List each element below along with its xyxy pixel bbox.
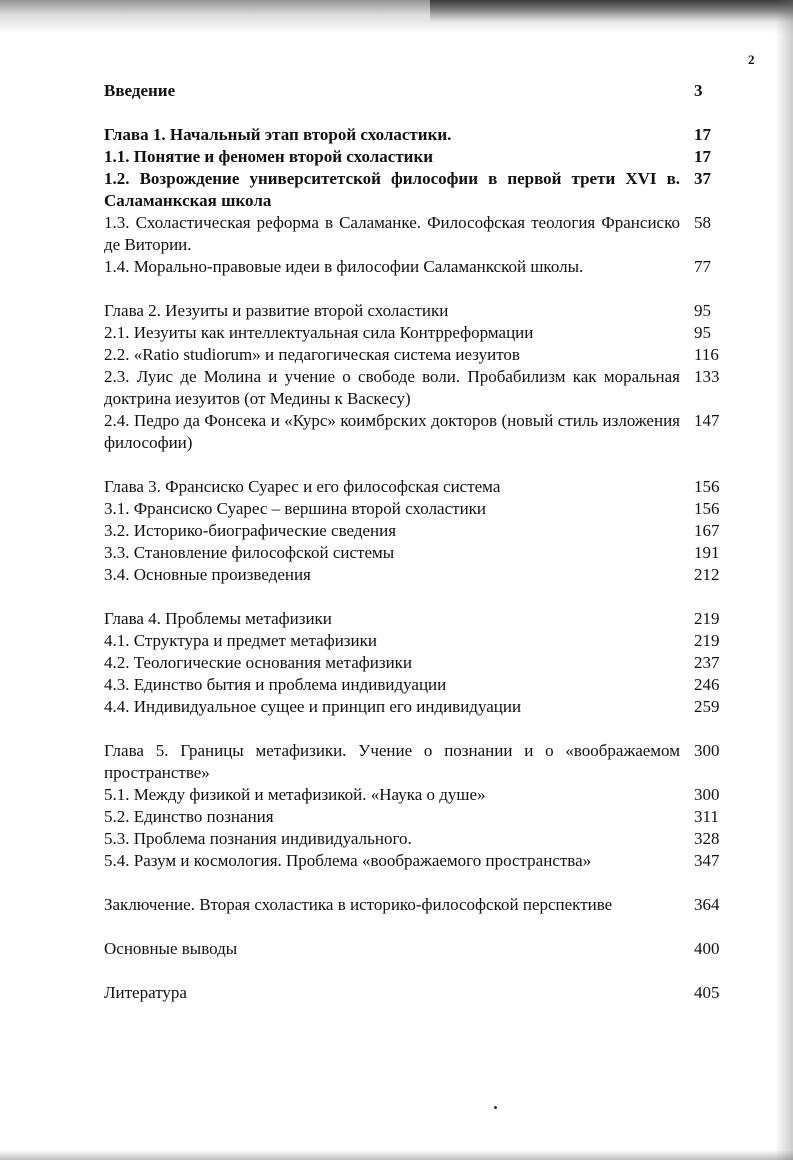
toc-entry-page: 400: [694, 939, 720, 958]
toc-entry: [104, 696, 724, 718]
toc-entry-page: 95: [694, 301, 711, 320]
toc-entry-page: 300: [694, 785, 720, 804]
toc-entry-title: Основные выводы: [104, 939, 238, 958]
toc-entry: [104, 80, 724, 102]
toc-entry-page: 17: [694, 147, 711, 166]
toc-entry: [104, 520, 724, 542]
toc-entry: [104, 806, 724, 828]
toc-entry: [104, 344, 724, 366]
toc-entry: [104, 168, 724, 212]
toc-entry-title: 1.2. Возрождение университетской философии в первой трети XVI в. Саламанкская школа: [104, 169, 680, 210]
toc-entry-title: Заключение. Вторая схоластика в историко-философской перспективе: [104, 895, 613, 914]
toc-entry-page: 347: [694, 851, 720, 870]
toc-entry-page: 116: [694, 345, 719, 364]
toc-entry: [104, 652, 724, 674]
toc-section: [104, 300, 724, 454]
toc-entry-title: Глава 4. Проблемы метафизики: [104, 609, 332, 628]
toc-entry-page: 311: [694, 807, 719, 826]
toc-entry-page: 133: [694, 367, 720, 386]
toc-entry: [104, 784, 724, 806]
toc-entry-title: 1.1. Понятие и феномен второй схоластики: [104, 147, 434, 166]
toc-section: [104, 982, 724, 1004]
toc-entry-title: 1.3. Схоластическая реформа в Саламанке. Философская теология Франсиско де Витории.: [104, 213, 680, 254]
toc-entry-page: 3: [694, 81, 703, 100]
toc-entry-title: Глава 1. Начальный этап второй схоластики.: [104, 125, 452, 144]
toc-entry-page: 259: [694, 697, 720, 716]
toc-entry: [104, 982, 724, 1004]
toc-entry: [104, 124, 724, 146]
page-number: 2: [748, 52, 755, 67]
toc-entry-page: 328: [694, 829, 720, 848]
toc-entry: [104, 674, 724, 696]
toc-entry-title: 2.4. Педро да Фонсека и «Курс» коимбрских докторов (новый стиль изложения философии): [104, 411, 680, 452]
toc-entry: [104, 542, 724, 564]
toc-entry-title: Глава 3. Франсиско Суарес и его философская система: [104, 477, 501, 496]
toc-entry: [104, 322, 724, 344]
toc-entry-page: 77: [694, 257, 711, 276]
scan-speck: [494, 1106, 497, 1109]
toc-entry: [104, 256, 724, 278]
toc-entry-page: 212: [694, 565, 720, 584]
toc-entry-page: 246: [694, 675, 720, 694]
toc-entry-page: 17: [694, 125, 711, 144]
toc-entry-page: 219: [694, 609, 720, 628]
toc-entry: [104, 630, 724, 652]
toc-entry: [104, 146, 724, 168]
toc-entry-title: 3.1. Франсиско Суарес – вершина второй схоластики: [104, 499, 487, 518]
toc-entry-title: Глава 2. Иезуиты и развитие второй схоластики: [104, 301, 449, 320]
toc-entry-page: 219: [694, 631, 720, 650]
toc-entry: [104, 476, 724, 498]
toc-entry-title: 5.4. Разум и космология. Проблема «воображаемого пространства»: [104, 851, 592, 870]
scan-shadow-top-dark: [430, 0, 793, 22]
toc-entry-title: 2.1. Иезуиты как интеллектуальная сила Контрреформации: [104, 323, 534, 342]
toc-section: [104, 476, 724, 586]
toc-entry-page: 156: [694, 477, 720, 496]
toc-entry: [104, 410, 724, 454]
table-of-contents: [104, 80, 724, 1026]
toc-section: [104, 608, 724, 718]
toc-entry: [104, 608, 724, 630]
toc-entry: [104, 894, 724, 916]
toc-entry-title: 2.2. «Ratio studiorum» и педагогическая система иезуитов: [104, 345, 520, 364]
toc-entry-page: 364: [694, 895, 720, 914]
toc-entry-title: Введение: [104, 81, 176, 100]
toc-entry: [104, 300, 724, 322]
toc-entry: [104, 212, 724, 256]
toc-entry-title: 2.3. Луис де Молина и учение о свободе воли. Пробабилизм как моральная доктрина иезуитов (от Медины к Васкесу): [104, 367, 680, 408]
toc-entry-title: 1.4. Морально-правовые идеи в философии Саламанкской школы.: [104, 257, 584, 276]
toc-entry: [104, 828, 724, 850]
toc-entry: [104, 564, 724, 586]
toc-section: [104, 80, 724, 102]
toc-entry: [104, 740, 724, 784]
scan-shadow-bottom: [0, 1150, 793, 1160]
toc-entry-page: 156: [694, 499, 720, 518]
toc-entry-page: 95: [694, 323, 711, 342]
toc-entry-page: 191: [694, 543, 720, 562]
toc-entry-title: 4.2. Теологические основания метафизики: [104, 653, 413, 672]
toc-entry-title: 3.3. Становление философской системы: [104, 543, 395, 562]
toc-section: [104, 740, 724, 872]
toc-entry-page: 237: [694, 653, 720, 672]
toc-entry-title: 5.3. Проблема познания индивидуального.: [104, 829, 412, 848]
toc-entry-title: Литература: [104, 983, 187, 1002]
toc-entry-title: Глава 5. Границы метафизики. Учение о познании и о «воображаемом пространстве»: [104, 741, 680, 782]
toc-entry: [104, 938, 724, 960]
toc-entry-page: 300: [694, 741, 720, 760]
toc-entry-page: 167: [694, 521, 720, 540]
toc-entry-page: 58: [694, 213, 711, 232]
toc-entry-page: 405: [694, 983, 720, 1002]
toc-entry-title: 4.3. Единство бытия и проблема индивидуации: [104, 675, 447, 694]
toc-entry: [104, 366, 724, 410]
toc-entry-title: 5.1. Между физикой и метафизикой. «Наука о душе»: [104, 785, 486, 804]
toc-entry-title: 3.4. Основные произведения: [104, 565, 311, 584]
toc-section: [104, 938, 724, 960]
toc-entry-title: 3.2. Историко-биографические сведения: [104, 521, 397, 540]
toc-entry-page: 37: [694, 169, 711, 188]
toc-entry-page: 147: [694, 411, 720, 430]
toc-entry-title: 4.4. Индивидуальное сущее и принцип его индивидуации: [104, 697, 522, 716]
toc-entry-title: 4.1. Структура и предмет метафизики: [104, 631, 377, 650]
toc-section: [104, 124, 724, 278]
toc-entry-title: 5.2. Единство познания: [104, 807, 274, 826]
toc-section: [104, 894, 724, 916]
toc-entry: [104, 498, 724, 520]
toc-entry: [104, 850, 724, 872]
scan-shadow-right: [775, 0, 793, 1160]
